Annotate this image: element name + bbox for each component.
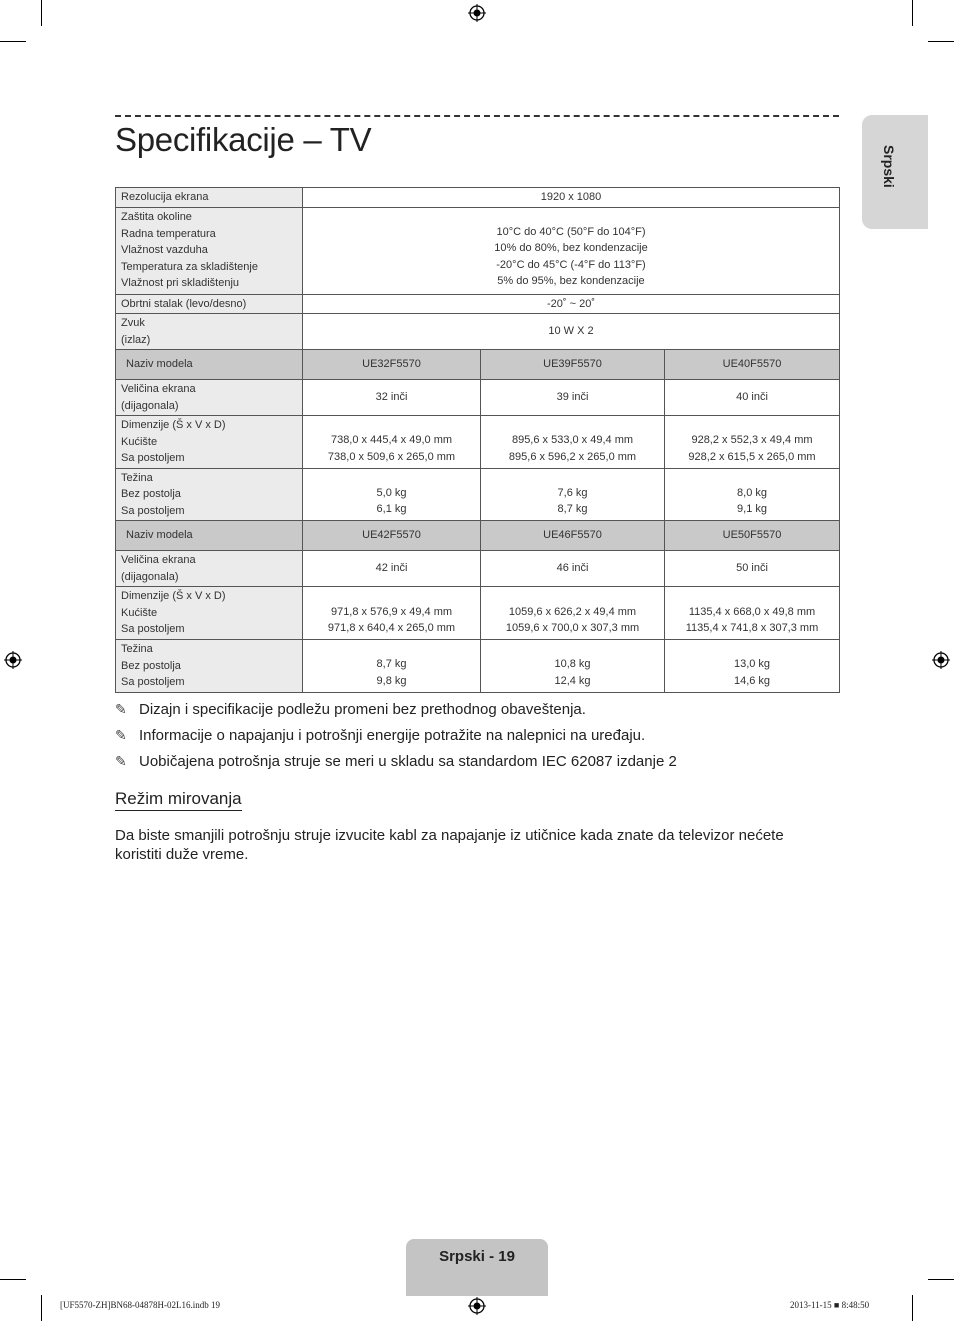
cell-value: 39 inči	[481, 380, 665, 416]
row-label: Naziv modela	[116, 521, 303, 551]
cell-value: 8,7 kg 9,8 kg	[303, 640, 481, 693]
row-value: 10 W X 2	[303, 314, 840, 350]
cell-value: 895,6 x 533,0 x 49,4 mm 895,6 x 596,2 x 265,0 mm	[481, 416, 665, 469]
cell-value: 7,6 kg 8,7 kg	[481, 468, 665, 521]
cell-value: 5,0 kg 6,1 kg	[303, 468, 481, 521]
row-label: Veličina ekrana (dijagonala)	[116, 551, 303, 587]
pencil-note-icon: ✎	[115, 752, 127, 769]
model-name: UE32F5570	[303, 350, 481, 380]
cell-value: 928,2 x 552,3 x 49,4 mm 928,2 x 615,5 x 265,0 mm	[665, 416, 840, 469]
print-slug-right: 2013-11-15 ■ 8:48:50	[790, 1300, 870, 1310]
crop-mark	[928, 41, 954, 42]
model-name: UE40F5570	[665, 350, 840, 380]
table-row	[116, 380, 840, 416]
cell-value: 13,0 kg 14,6 kg	[665, 640, 840, 693]
crop-mark	[0, 1279, 26, 1280]
side-tab-label: Srpski	[881, 145, 897, 188]
pencil-note-icon: ✎	[115, 726, 127, 743]
notes-list	[115, 696, 677, 774]
cell-value: 42 inči	[303, 551, 481, 587]
table-row	[116, 587, 840, 640]
model-name: UE39F5570	[481, 350, 665, 380]
table-row	[116, 640, 840, 693]
title-dashed-rule	[115, 115, 839, 117]
registration-mark-icon	[932, 651, 950, 669]
table-row	[116, 314, 840, 350]
crop-mark	[0, 41, 26, 42]
pencil-note-icon: ✎	[115, 700, 127, 717]
model-name: UE50F5570	[665, 521, 840, 551]
cell-value: 738,0 x 445,4 x 49,0 mm 738,0 x 509,6 x 265,0 mm	[303, 416, 481, 469]
row-label: Naziv modela	[116, 350, 303, 380]
section-heading: Režim mirovanja	[115, 789, 242, 811]
table-row	[116, 294, 840, 314]
row-value: 10°C do 40°C (50°F do 104°F) 10% do 80%, bez kondenzacije -20°C do 45°C (-4°F do 113°F) 5% do 95%, bez kondenzacije	[303, 207, 840, 294]
row-label: Dimenzije (Š x V x D) Kućište Sa postoljem	[116, 416, 303, 469]
row-value: -20˚ ~ 20˚	[303, 294, 840, 314]
cell-value: 971,8 x 576,9 x 49,4 mm 971,8 x 640,4 x 265,0 mm	[303, 587, 481, 640]
cell-value: 1135,4 x 668,0 x 49,8 mm 1135,4 x 741,8 x 307,3 mm	[665, 587, 840, 640]
row-label: Težina Bez postolja Sa postoljem	[116, 468, 303, 521]
table-row	[116, 416, 840, 469]
section-paragraph: Da biste smanjili potrošnju struje izvucite kabl za napajanje iz utičnice kada znate da televizor nećete koristiti duže vreme.	[115, 827, 784, 863]
table-row	[116, 188, 840, 208]
cell-value: 32 inči	[303, 380, 481, 416]
registration-mark-icon	[468, 1297, 486, 1315]
row-value: 1920 x 1080	[303, 188, 840, 208]
cell-value: 46 inči	[481, 551, 665, 587]
cell-value: 8,0 kg 9,1 kg	[665, 468, 840, 521]
crop-mark	[912, 1295, 913, 1321]
crop-mark	[928, 1279, 954, 1280]
cell-value: 50 inči	[665, 551, 840, 587]
model-header-row	[116, 521, 840, 551]
note-item: ✎ Uobičajena potrošnja struje se meri u skladu sa standardom IEC 62087 izdanje 2	[115, 752, 677, 770]
row-label: Rezolucija ekrana	[116, 188, 303, 208]
model-name: UE46F5570	[481, 521, 665, 551]
table-row	[116, 551, 840, 587]
language-side-tab	[862, 115, 928, 229]
row-label: Težina Bez postolja Sa postoljem	[116, 640, 303, 693]
row-label: Obrtni stalak (levo/desno)	[116, 294, 303, 314]
note-item: ✎ Dizajn i specifikacije podležu promeni bez prethodnog obaveštenja.	[115, 700, 586, 718]
row-label: Zaštita okoline Radna temperatura Vlažnost vazduha Temperatura za skladištenje Vlažnost pri skladištenju	[116, 207, 303, 294]
table-row	[116, 207, 840, 294]
cell-value: 10,8 kg 12,4 kg	[481, 640, 665, 693]
registration-mark-icon	[4, 651, 22, 669]
model-name: UE42F5570	[303, 521, 481, 551]
model-header-row	[116, 350, 840, 380]
registration-mark-icon	[468, 4, 486, 22]
table-row	[116, 468, 840, 521]
cell-value: 40 inči	[665, 380, 840, 416]
row-label: Dimenzije (Š x V x D) Kućište Sa postoljem	[116, 587, 303, 640]
cell-value: 1059,6 x 626,2 x 49,4 mm 1059,6 x 700,0 x 307,3 mm	[481, 587, 665, 640]
crop-mark	[912, 0, 913, 26]
spec-table	[115, 187, 840, 693]
crop-mark	[41, 1295, 42, 1321]
row-label: Veličina ekrana (dijagonala)	[116, 380, 303, 416]
page-title: Specifikacije – TV	[115, 121, 372, 158]
crop-mark	[41, 0, 42, 26]
page-number-label: Srpski - 19	[439, 1248, 515, 1265]
page-number-tab	[406, 1239, 548, 1296]
note-item: ✎ Informacije o napajanju i potrošnji energije potražite na nalepnici na uređaju.	[115, 726, 646, 744]
row-label: Zvuk (izlaz)	[116, 314, 303, 350]
print-slug-left: [UF5570-ZH]BN68-04878H-02L16.indb 19	[60, 1300, 220, 1310]
